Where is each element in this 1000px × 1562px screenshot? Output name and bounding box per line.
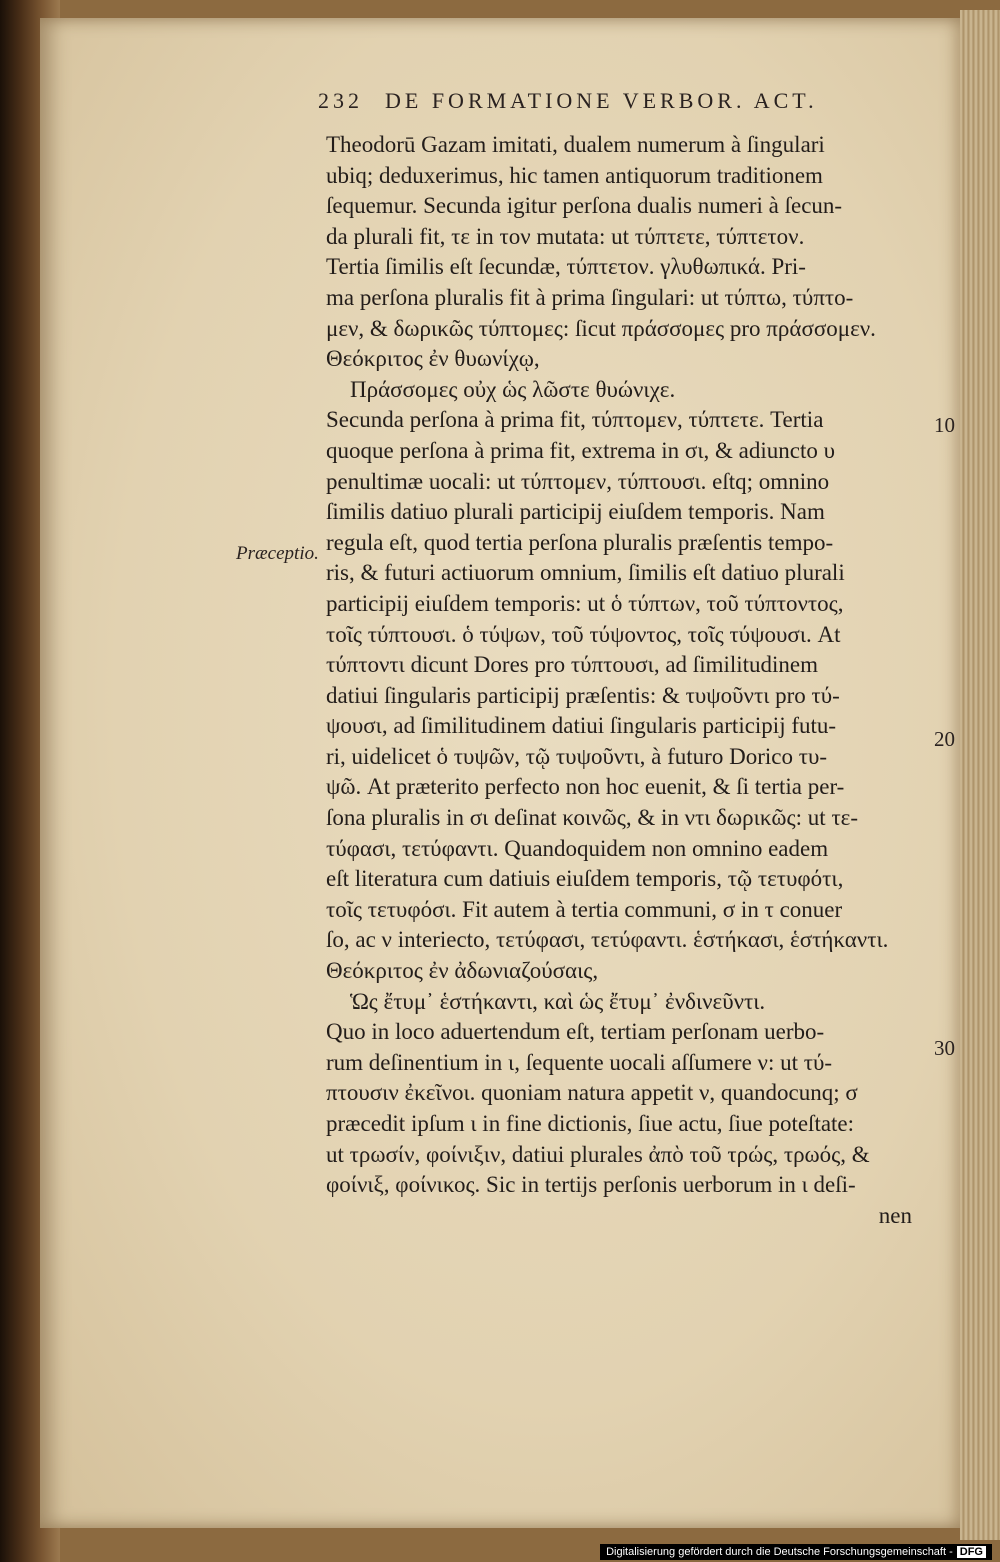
text-line: ris, & futuri actiuorum omnium, ſimilis eſt datiuo plurali xyxy=(326,560,845,586)
page-edges xyxy=(960,10,1000,1540)
running-title: DE FORMATIONE VERBOR. ACT. xyxy=(385,88,818,113)
text-line: præcedit ipſum ι in fine dictionis, ſiue actu, ſiue poteſtate: xyxy=(326,1111,855,1136)
text-line: eſt literatura cum datiuis eiuſdem temporis, τῷ τετυφότι, xyxy=(326,866,844,892)
text-line: da plurali fit, τε in τον mutata: ut τύπτετε, τύπτετον. xyxy=(326,223,805,249)
text-line: ψουσι, ad ſimilitudinem datiui ſingularis participij futu- xyxy=(326,713,837,739)
text-line: ſona pluralis in σι deſinat κοινῶς, & in ντι δωρικῶς: ut τε- xyxy=(326,805,858,831)
text-line: ma perſona pluralis fit à prima ſingulari: ut τύπτω, τύπτο- xyxy=(326,284,854,310)
line-number-20: 20 xyxy=(934,727,955,751)
text-line: μεν, & δωρικῶς τύπτομες: ſicut πράσσομες pro πράσσομεν. xyxy=(326,315,876,341)
margin-note: Præceptio. xyxy=(236,543,319,564)
text-line: Quo in loco aduertendum eſt, tertiam perſonam uerbo- xyxy=(326,1019,825,1045)
text-line: τύφασι, τετύφαντι. Quandoquidem non omnino eadem xyxy=(326,835,829,861)
text-line: datiui ſingularis participij præſentis: & τυψοῦντι pro τύ- xyxy=(326,682,840,708)
text-line: Secunda perſona à prima fit, τύπτομεν, τύπτετε. Tertia xyxy=(326,407,824,433)
text-line: Theodorū Gazam imitati, dualem numerum à ſingulari xyxy=(326,132,825,157)
text-line: regula eſt, quod tertia perſona pluralis præſentis tempo- xyxy=(326,529,834,555)
text-line: ut τρωσίν, φοίνιξιν, datiui plurales ἀπὸ τοῦ τρώς, τρωός, & xyxy=(326,1141,870,1167)
running-header xyxy=(318,88,878,114)
text-line: ſo, ac ν interiecto, τετύφασι, τετύφαντι. ἑστήκασι, ἑστήκαντι. xyxy=(326,927,889,953)
text-line: ψῶ. At præterito perfecto non hoc euenit, & ſi tertia per- xyxy=(326,774,845,800)
text-line: penultimæ uocali: ut τύπτομεν, τύπτουσι. eſtq; omnino xyxy=(326,468,830,494)
text-line: τοῖς τύπτουσι. ὁ τύψων, τοῦ τύψοντος, τοῖς τύψουσι. At xyxy=(326,621,841,647)
dfg-logo: DFG xyxy=(957,1546,986,1558)
text-line: πτουσιν ἐκεῖνοι. quoniam natura appetit ν, quandocunq; σ xyxy=(326,1080,858,1106)
digitization-credit xyxy=(600,1544,992,1560)
credit-text: Digitalisierung gefördert durch die Deutsche Forschungsgemeinschaft - xyxy=(606,1546,953,1558)
text-line: Θεόκριτος ἐν ἀδωνιαζούσαις, xyxy=(326,958,599,984)
text-line: participij eiuſdem temporis: ut ὁ τύπτων, τοῦ τύπτοντος, xyxy=(326,590,844,616)
text-line: ubiq; deduxerimus, hic tamen antiquorum traditionem xyxy=(326,162,823,188)
catchword: nen xyxy=(878,1202,912,1228)
text-line: τοῖς τετυφόσι. Fit autem à tertia communi, σ in τ conuer xyxy=(326,896,843,922)
line-number-30: 30 xyxy=(934,1036,955,1060)
body-text xyxy=(326,130,926,1231)
verse-line: Πράσσομες οὐχ ὡς λῶστε θυώνιχε. xyxy=(350,376,676,402)
text-line: τύπτοντι dicunt Dores pro τύπτουσι, ad ſimilitudinem xyxy=(326,652,819,678)
text-line: rum deſinentium in ι, ſequente uocali aſſumere ν: ut τύ- xyxy=(326,1049,833,1075)
text-line: ſimilis datiuo plurali participij eiuſdem temporis. Nam xyxy=(326,499,825,525)
line-number-10: 10 xyxy=(934,413,955,437)
verse-line: Ὡς ἔτυμ᾽ ἑστήκαντι, καὶ ὡς ἔτυμ᾽ ἐνδινεῦντι. xyxy=(350,988,766,1014)
text-line: ſequemur. Secunda igitur perſona dualis numeri à ſecun- xyxy=(326,193,843,219)
text-line: Tertia ſimilis eſt ſecundæ, τύπτετον. γλυθωπικά. Pri- xyxy=(326,254,806,280)
text-line: quoque perſona à prima fit, extrema in σι, & adiuncto υ xyxy=(326,437,835,463)
text-line: ri, uidelicet ὁ τυψῶν, τῷ τυψοῦντι, à futuro Dorico τυ- xyxy=(326,743,828,769)
page-number: 232 xyxy=(318,88,363,113)
text-line: φοίνιξ, φοίνικος. Sic in tertijs perſonis uerborum in ι deſi- xyxy=(326,1172,856,1198)
text-line: Θεόκριτος ἐν θυωνίχῳ, xyxy=(326,346,540,372)
